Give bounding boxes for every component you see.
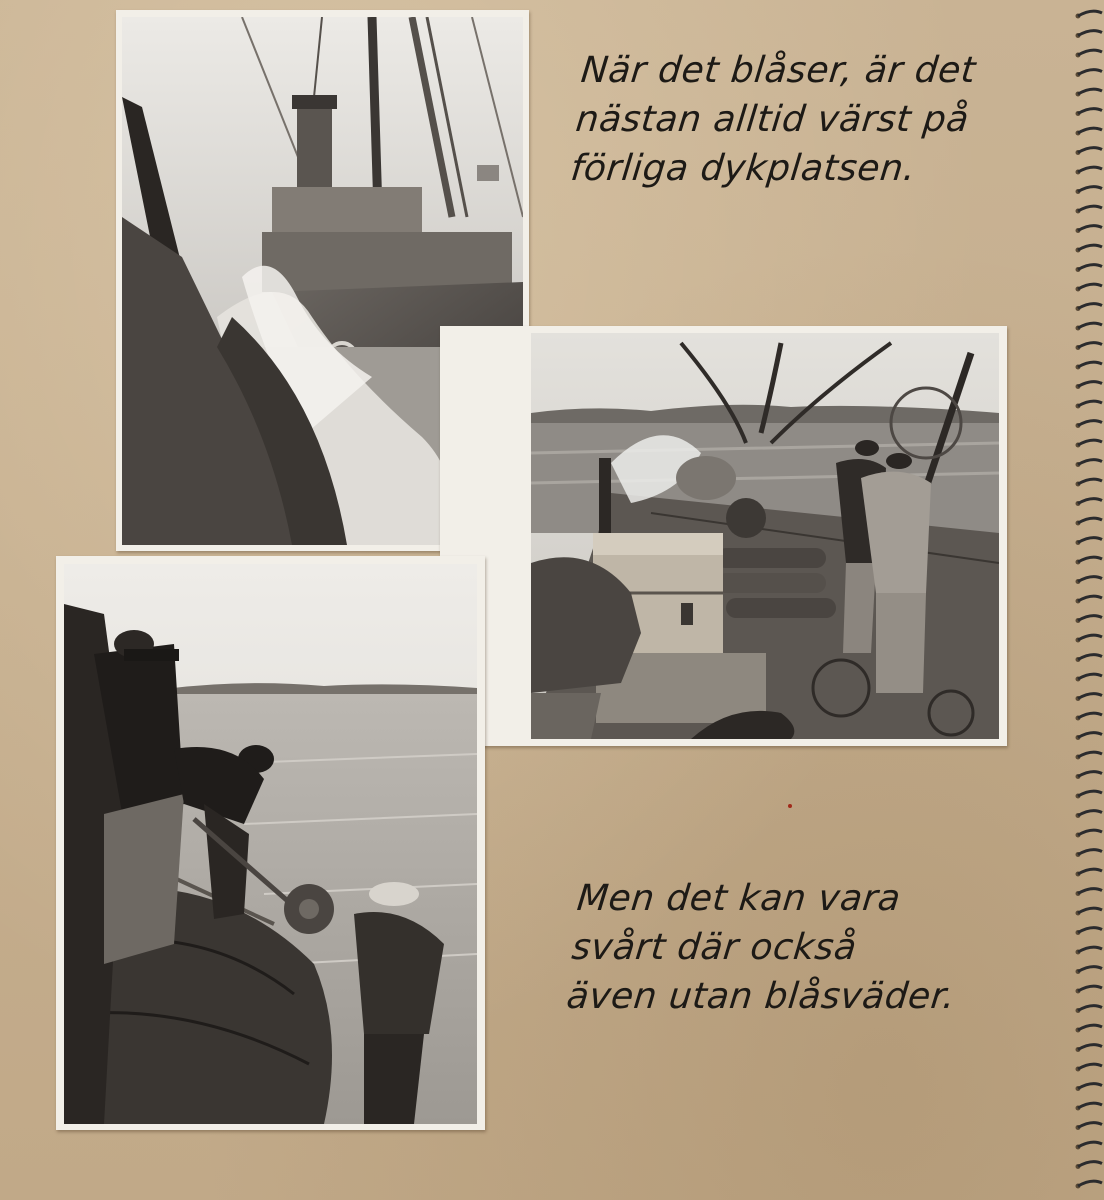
- binding-coil: [1078, 635, 1102, 640]
- binding-coil: [1078, 304, 1102, 309]
- caption-bottom: [564, 874, 967, 1021]
- photo-diver-helmet: [56, 556, 485, 1130]
- binding-coil: [1078, 226, 1102, 231]
- binding-coil: [1078, 460, 1102, 465]
- deck-crew-wooden-box-icon: [531, 333, 999, 739]
- binding-coil: [1078, 1006, 1102, 1011]
- binding-coil: [1078, 382, 1102, 387]
- binding-coil: [1078, 440, 1102, 445]
- binding-coil: [1078, 109, 1102, 114]
- binding-coil: [1078, 850, 1102, 855]
- binding-coil: [1078, 284, 1102, 289]
- binding-coil: [1078, 128, 1102, 133]
- caption-top-line-3: förliga dykplatsen.: [568, 148, 918, 189]
- binding-coil: [1078, 616, 1102, 621]
- binding-coil: [1078, 869, 1102, 874]
- binding-coil: [1078, 499, 1102, 504]
- binding-coil: [1078, 11, 1102, 16]
- binding-coil: [1078, 148, 1102, 153]
- binding-coil: [1078, 245, 1102, 250]
- binding-coil: [1078, 1064, 1102, 1069]
- binding-coil: [1078, 674, 1102, 679]
- caption-bottom-line-1: Men det kan vara: [574, 878, 903, 919]
- binding-coil: [1078, 167, 1102, 172]
- caption-bottom-line-2: svårt där också: [569, 927, 859, 968]
- binding-coil: [1078, 1084, 1102, 1089]
- binding-coil: [1078, 791, 1102, 796]
- binding-coil: [1078, 362, 1102, 367]
- red-ink-dot: [788, 804, 792, 808]
- binding-coil: [1078, 31, 1102, 36]
- binding-coil: [1078, 947, 1102, 952]
- binding-coil: [1078, 401, 1102, 406]
- binding-coil: [1078, 967, 1102, 972]
- binding-coil: [1078, 206, 1102, 211]
- binding-coil: [1078, 1162, 1102, 1167]
- binding-coil: [1078, 187, 1102, 192]
- binding-coil: [1078, 265, 1102, 270]
- binding-coil: [1078, 557, 1102, 562]
- binding-coil: [1078, 89, 1102, 94]
- binding-coil: [1078, 577, 1102, 582]
- spiral-binding-icon: [1070, 0, 1104, 1200]
- binding-coil: [1078, 908, 1102, 913]
- binding-coil: [1078, 811, 1102, 816]
- binding-coil: [1078, 479, 1102, 484]
- photo-deck-crew: [440, 326, 1007, 746]
- binding-coil: [1078, 733, 1102, 738]
- binding-coil: [1078, 889, 1102, 894]
- binding-coil: [1078, 596, 1102, 601]
- binding-coil: [1078, 343, 1102, 348]
- diver-helmet-rail-icon: [64, 564, 477, 1124]
- binding-coil: [1078, 538, 1102, 543]
- binding-coil: [1078, 655, 1102, 660]
- binding-coil: [1078, 1123, 1102, 1128]
- caption-top-line-2: nästan alltid värst på: [573, 99, 972, 140]
- binding-coil: [1078, 928, 1102, 933]
- binding-coil: [1078, 518, 1102, 523]
- binding-coil: [1078, 752, 1102, 757]
- binding-coil: [1078, 772, 1102, 777]
- binding-coil: [1078, 323, 1102, 328]
- binding-coil: [1078, 1142, 1102, 1147]
- binding-coil: [1078, 986, 1102, 991]
- binding-coil: [1078, 1045, 1102, 1050]
- binding-coil: [1078, 1181, 1102, 1186]
- binding-coil: [1078, 694, 1102, 699]
- binding-coil: [1078, 713, 1102, 718]
- caption-top-line-1: När det blåser, är det: [578, 50, 978, 91]
- binding-coil: [1078, 1025, 1102, 1030]
- caption-top: [568, 46, 978, 193]
- binding-coil: [1078, 421, 1102, 426]
- binding-coil: [1078, 1103, 1102, 1108]
- caption-bottom-line-3: även utan blåsväder.: [564, 976, 958, 1017]
- binding-coil: [1078, 50, 1102, 55]
- binding-coil: [1078, 70, 1102, 75]
- binding-coil: [1078, 830, 1102, 835]
